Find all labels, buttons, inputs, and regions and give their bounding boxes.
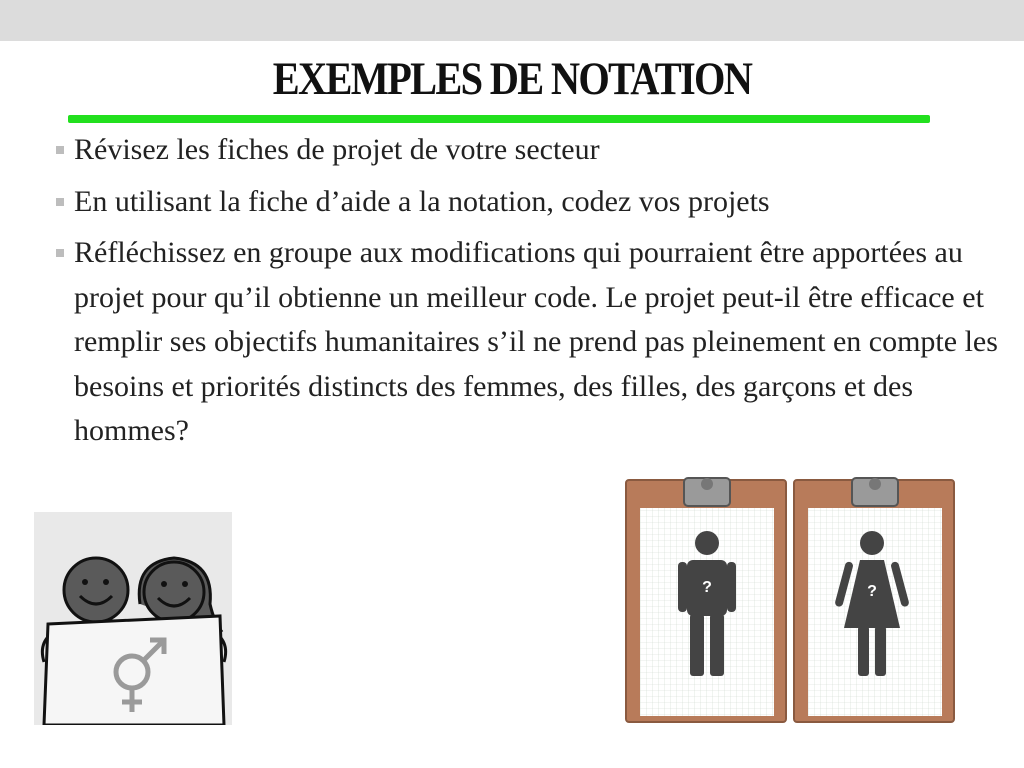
bullet-item <box>74 128 1004 173</box>
bullet-square-icon <box>56 198 64 206</box>
question-mark: ? <box>867 583 877 600</box>
bullet-square-icon <box>56 146 64 154</box>
bullet-square-icon <box>56 249 64 257</box>
gender-clipboards-image <box>622 468 958 726</box>
bullet-item <box>74 231 1004 454</box>
bullet-text: Réfléchissez en groupe aux modifications qui pourraient être apportées au projet pour qu’il obtienne un meilleur code. Le projet peut-il être efficace et remplir ses objectifs humanitaires s’il ne prend pas pleinement en compte les besoins et priorités distincts des femmes, des filles, des garçons et des hommes? <box>74 236 998 447</box>
bullet-list <box>74 128 1004 461</box>
male-clipboard <box>626 478 786 722</box>
gender-cartoon-image <box>34 512 232 725</box>
title-underline <box>68 115 930 123</box>
gender-cartoon-illustration <box>34 512 232 725</box>
bullet-item <box>74 180 1004 225</box>
top-band <box>0 0 1024 41</box>
question-mark: ? <box>702 579 712 596</box>
bullet-text: En utilisant la fiche d’aide a la notation, codez vos projets <box>74 184 770 218</box>
bullet-text: Révisez les fiches de projet de votre secteur <box>74 133 600 166</box>
female-clipboard <box>794 478 954 722</box>
slide-title: EXEMPLES DE NOTATION <box>272 53 752 105</box>
